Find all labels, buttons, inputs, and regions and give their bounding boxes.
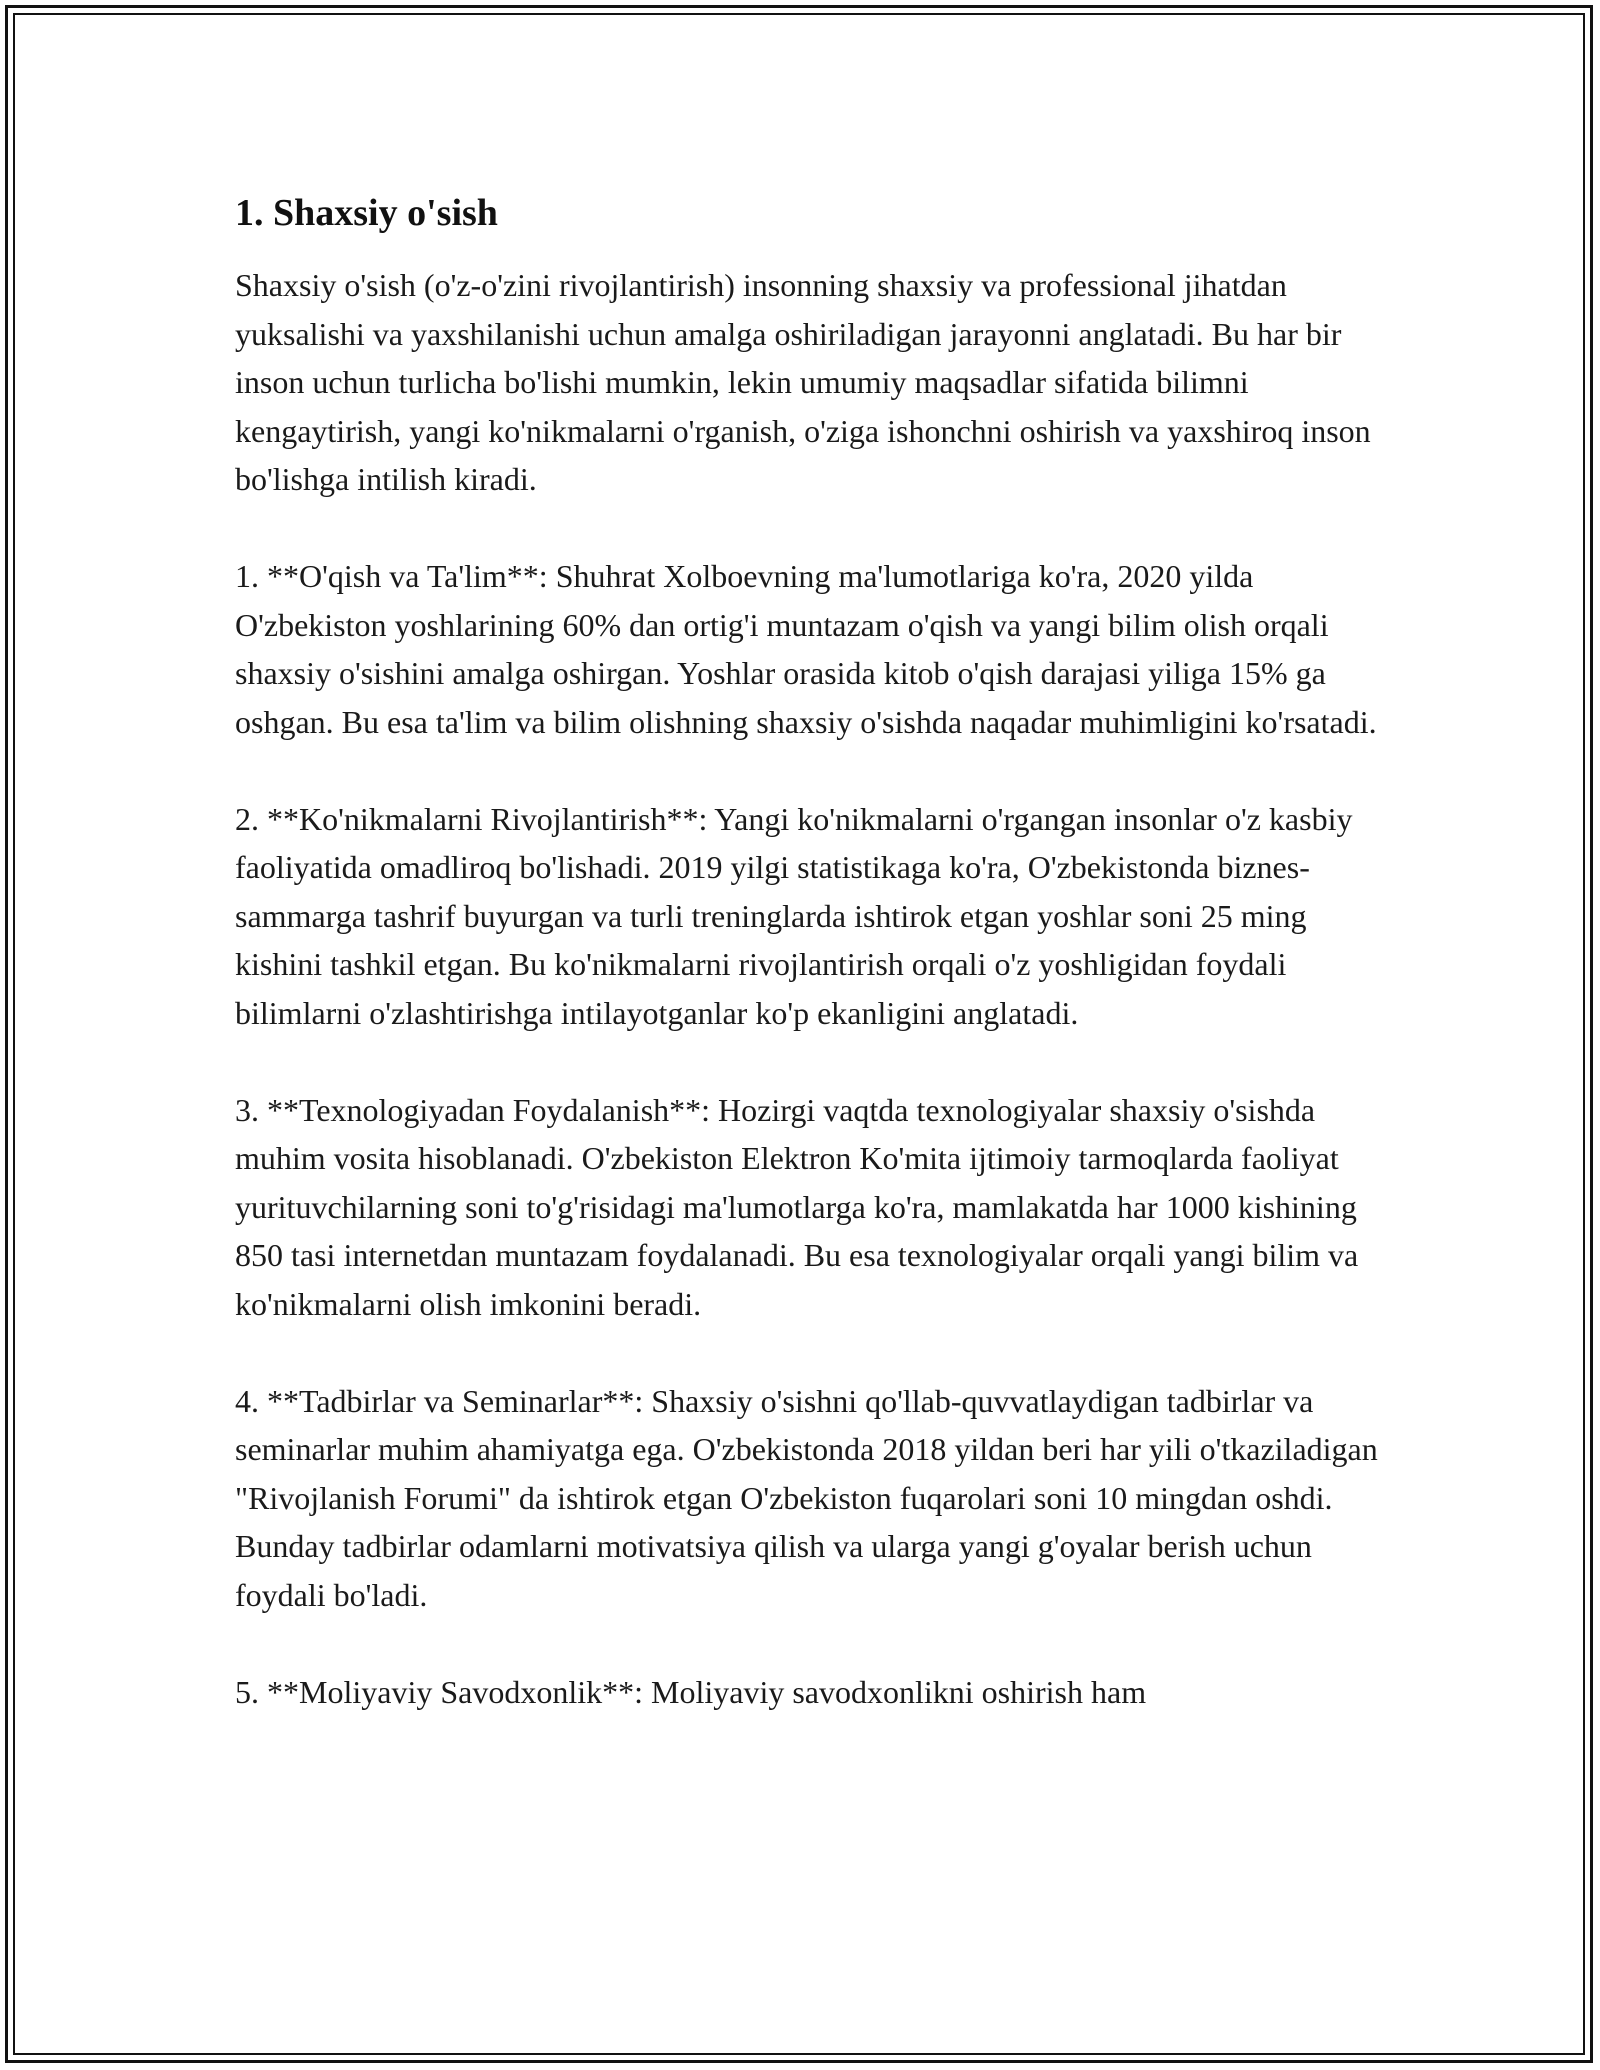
list-item-finance: 5. **Moliyaviy Savodxonlik**: Moliyaviy savodxonlikni oshirish ham — [235, 1673, 1147, 1710]
list-item-reading: 1. **O'qish va Ta'lim**: Shuhrat Xolboevning ma'lumotlariga ko'ra, 2020 yilda O'zbekiston yoshlarining 60% dan ortig'i muntazam o'qish va yangi bilim olish orqali shaxsiy o'sishini amalga oshirgan. Yoshlar orasida kitob o'qish darajasi yiliga 15% ga oshgan. Bu esa ta'lim va bilim olishning shaxsiy o'sishda naqadar muhimligini ko'rsatadi. — [235, 558, 1377, 740]
section-heading: 1. Shaxsiy o'sish — [235, 192, 498, 234]
intro-paragraph: Shaxsiy o'sish (o'z-o'zini rivojlantirish) insonning shaxsiy va professional jihatdan yuksalishi va yaxshilanishi uchun amalga oshiriladigan jarayonni anglatadi. Bu har bir inson uchun turlicha bo'lishi mumkin, lekin umumiy maqsadlar sifatida bilimni kengaytirish, yangi ko'nikmalarni o'rganish, o'ziga ishonchni oshirish va yaxshiroq inson bo'lishga intilish kiradi. — [235, 267, 1371, 497]
list-item-skills: 2. **Ko'nikmalarni Rivojlantirish**: Yangi ko'nikmalarni o'rgangan insonlar o'z kasbiy faoliyatida omadliroq bo'lishadi. 2019 yilgi statistikaga ko'ra, O'zbekistonda biznes-sammarga tashrif buyurgan va turli treninglarda ishtirok etgan yoshlar soni 25 ming kishini tashkil etgan. Bu ko'nikmalarni rivojlantirish orqali o'z yoshligidan foydali bilimlarni o'zlashtirishga intilayotganlar ko'p ekanligini anglatadi. — [235, 800, 1353, 1031]
list-item-events: 4. **Tadbirlar va Seminarlar**: Shaxsiy o'sishni qo'llab-quvvatlaydigan tadbirlar va seminarlar muhim ahamiyatga ega. O'zbekistonda 2018 yildan beri har yili o'tkaziladigan "Rivojlanish Forumi" da ishtirok etgan O'zbekiston fuqarolari soni 10 mingdan oshdi. Bunday tadbirlar odamlarni motivatsiya qilish va ularga yangi g'oyalar berish uchun foydali bo'ladi. — [235, 1382, 1378, 1613]
document-page — [235, 185, 1385, 1765]
list-item-technology: 3. **Texnologiyadan Foydalanish**: Hozirgi vaqtda texnologiyalar shaxsiy o'sishda muhim vosita hisoblanadi. O'zbekiston Elektron Ko'mita ijtimoiy tarmoqlarda faoliyat yurituvchilarning soni to'g'risidagi ma'lumotlarga ko'ra, mamlakatda har 1000 kishining 850 tasi internetdan muntazam foydalanadi. Bu esa texnologiyalar orqali yangi bilim va ko'nikmalarni olish imkonini beradi. — [235, 1091, 1359, 1322]
